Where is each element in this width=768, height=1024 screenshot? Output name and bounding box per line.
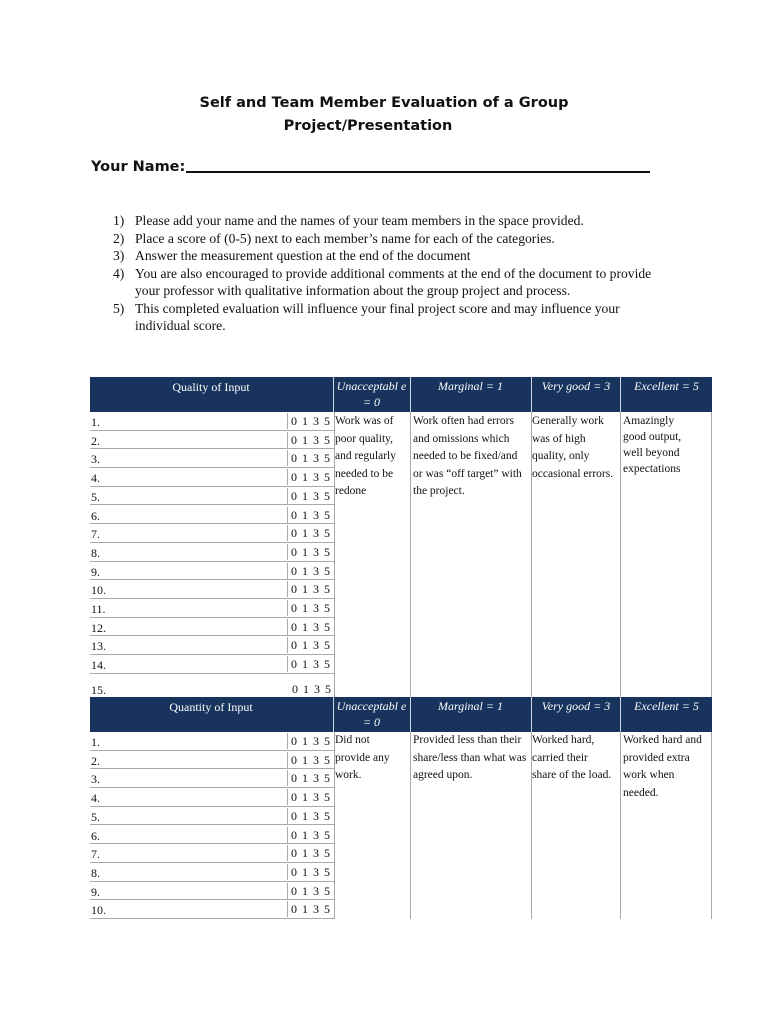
instruction-number: 2): [113, 230, 125, 246]
member-score-row[interactable]: [90, 863, 334, 882]
score-options[interactable]: 0 1 3 5: [287, 656, 333, 672]
desc-excellent: Worked hard and provided extra work when needed.: [623, 734, 702, 799]
header-marginal: Marginal = 1: [438, 699, 503, 713]
score-options[interactable]: 0 1 3 5: [287, 450, 333, 466]
desc-very-good: Worked hard, carried their share of the load.: [532, 734, 612, 781]
member-score-row[interactable]: [90, 487, 334, 506]
header-category: Quantity of Input: [169, 700, 253, 714]
member-number: 13.: [91, 639, 106, 654]
desc-marginal: Work often had errors and omissions which needed to be fixed/and or was “off target” with the project.: [413, 415, 522, 497]
member-number: 4.: [91, 791, 100, 806]
your-name-label: Your Name:: [91, 159, 186, 175]
desc-excellent: Amazingly good output, well beyond expectations: [623, 415, 682, 475]
member-score-row[interactable]: [90, 449, 334, 468]
member-score-row[interactable]: [90, 788, 334, 807]
member-score-row[interactable]: [90, 506, 334, 525]
member-number: 12.: [91, 620, 106, 635]
member-score-row[interactable]: [90, 599, 334, 618]
member-number: 9.: [91, 884, 100, 899]
member-score-row[interactable]: [90, 580, 334, 599]
instruction-item: [113, 247, 678, 265]
member-score-row[interactable]: [90, 431, 334, 450]
member-number: 5.: [91, 809, 100, 824]
score-options[interactable]: 0 1 3 5: [287, 883, 333, 899]
score-options[interactable]: 0 1 3 5: [287, 600, 333, 616]
member-number: 8.: [91, 865, 100, 880]
instruction-item: [113, 265, 678, 300]
member-score-row[interactable]: [90, 636, 334, 655]
header-marginal: Marginal = 1: [438, 379, 503, 393]
instruction-text: Place a score of (0-5) next to each member’s name for each of the categories.: [135, 230, 555, 246]
header-unacceptable: Unacceptabl e = 0: [336, 379, 407, 409]
your-name-underline: [186, 157, 650, 173]
document-title-line2: Project/Presentation: [283, 118, 453, 134]
table-header: [90, 697, 712, 732]
score-options[interactable]: 0 1 3 5: [292, 681, 332, 696]
instruction-number: 1): [113, 213, 125, 228]
instruction-number: 4): [113, 265, 125, 281]
member-score-row[interactable]: [90, 751, 334, 770]
member-number: 3.: [91, 452, 100, 467]
score-options[interactable]: 0 1 3 5: [287, 827, 333, 843]
member-number: 11.: [91, 602, 106, 616]
header-category: Quality of Input: [172, 380, 250, 394]
member-score-row[interactable]: [90, 543, 334, 562]
instruction-item: [113, 300, 678, 335]
member-score-row[interactable]: [90, 807, 334, 826]
header-very-good: Very good = 3: [541, 379, 611, 393]
member-number: 1.: [91, 415, 100, 429]
score-options[interactable]: 0 1 3 5: [287, 733, 333, 749]
desc-very-good: Generally work was of high quality, only occasional errors.: [532, 415, 614, 480]
header-excellent: Excellent = 5: [634, 379, 699, 393]
member-score-row[interactable]: [90, 882, 334, 901]
header-excellent: Excellent = 5: [634, 699, 699, 713]
score-options[interactable]: 0 1 3 5: [287, 581, 333, 597]
member-score-row[interactable]: [90, 844, 334, 863]
member-score-row[interactable]: [90, 655, 334, 674]
member-score-row[interactable]: [90, 412, 334, 431]
member-score-row[interactable]: [90, 524, 334, 543]
member-number: 7.: [91, 527, 100, 542]
score-options[interactable]: 0 1 3 5: [287, 488, 333, 504]
member-score-row[interactable]: [90, 769, 334, 788]
member-number: 10.: [91, 583, 106, 598]
member-number: 9.: [91, 564, 100, 579]
member-number: 6.: [91, 828, 100, 843]
member-number: 15.: [91, 682, 106, 697]
member-number: 6.: [91, 508, 100, 523]
instruction-number: 3): [113, 248, 125, 263]
instructions-list: [113, 212, 678, 335]
score-options[interactable]: 0 1 3 5: [287, 808, 333, 824]
table-header: [90, 377, 712, 412]
score-options[interactable]: 0 1 3 5: [287, 864, 333, 880]
score-options[interactable]: 0 1 3 5: [287, 845, 333, 861]
header-unacceptable: Unacceptabl e = 0: [336, 699, 407, 729]
instruction-number: 5): [113, 300, 125, 316]
member-number: 1.: [91, 735, 100, 749]
score-options[interactable]: 0 1 3 5: [287, 507, 333, 523]
score-options[interactable]: 0 1 3 5: [287, 544, 333, 560]
score-options[interactable]: 0 1 3 5: [287, 752, 333, 768]
member-score-row[interactable]: [90, 468, 334, 487]
score-options[interactable]: 0 1 3 5: [287, 619, 333, 635]
instruction-text: You are also encouraged to provide additional comments at the end of the document to provide your professor with qualitative information about the group project and process.: [135, 265, 652, 298]
score-options[interactable]: 0 1 3 5: [287, 563, 333, 579]
score-options[interactable]: 0 1 3 5: [287, 525, 333, 541]
member-score-row[interactable]: [90, 618, 334, 637]
instruction-item: [113, 212, 678, 230]
desc-marginal: Provided less than their share/less than what was agreed upon.: [413, 734, 527, 781]
member-number: 5.: [91, 489, 100, 504]
member-number: 10.: [91, 903, 106, 918]
instruction-item: [113, 230, 678, 248]
member-number: 2.: [91, 753, 100, 768]
member-number: 4.: [91, 471, 100, 486]
score-options[interactable]: 0 1 3 5: [287, 637, 333, 653]
score-options[interactable]: 0 1 3 5: [287, 469, 333, 485]
desc-unacceptable: Did not provide any work.: [335, 734, 390, 781]
member-number: 2.: [91, 433, 100, 448]
score-options[interactable]: 0 1 3 5: [287, 432, 333, 448]
desc-unacceptable: Work was of poor quality, and regularly needed to be redone: [335, 415, 396, 497]
member-number: 3.: [91, 772, 100, 787]
member-score-row[interactable]: [90, 826, 334, 845]
score-options[interactable]: 0 1 3 5: [287, 413, 333, 429]
member-score-row[interactable]: [90, 900, 334, 919]
member-number: 8.: [91, 545, 100, 560]
score-options[interactable]: 0 1 3 5: [287, 901, 333, 917]
header-very-good: Very good = 3: [541, 699, 611, 713]
score-options[interactable]: 0 1 3 5: [287, 770, 333, 786]
quality-of-input-table: [90, 377, 712, 697]
member-score-row[interactable]: [90, 732, 334, 751]
member-number: 14.: [91, 658, 106, 673]
instruction-text: This completed evaluation will influence your final project score and may influence your individual score.: [135, 300, 620, 333]
instruction-text: Answer the measurement question at the end of the document: [135, 248, 471, 263]
instruction-text: Please add your name and the names of your team members in the space provided.: [135, 213, 584, 228]
your-name-field[interactable]: [91, 157, 650, 175]
member-number: 7.: [91, 847, 100, 862]
member-score-row[interactable]: [90, 674, 334, 700]
score-options[interactable]: 0 1 3 5: [287, 789, 333, 805]
document-title: Self and Team Member Evaluation of a Group: [199, 95, 569, 111]
member-score-row[interactable]: [90, 562, 334, 581]
quantity-of-input-table: [90, 697, 712, 919]
